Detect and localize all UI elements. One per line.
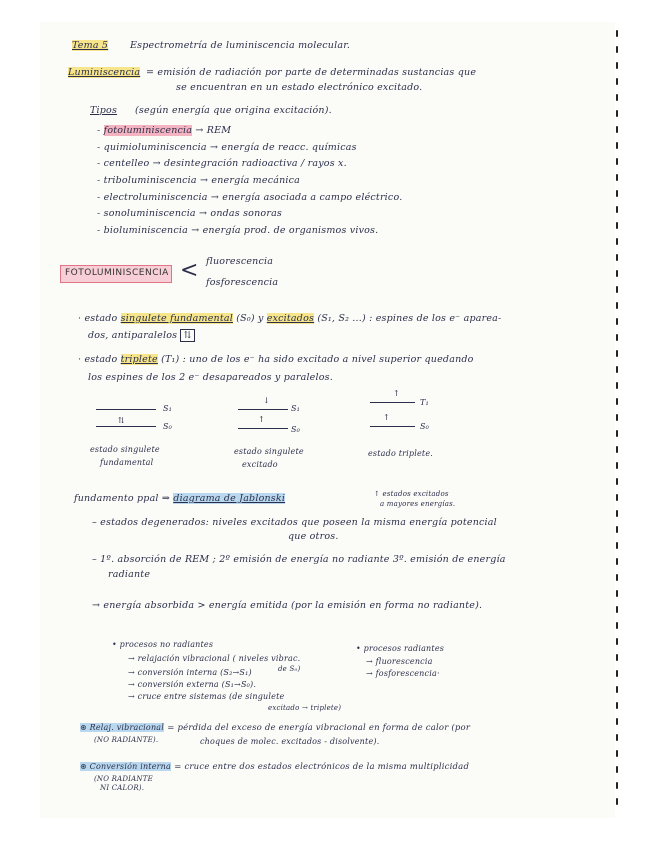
binding-mark <box>616 510 618 517</box>
binding-mark <box>616 222 618 229</box>
level-line <box>238 428 288 429</box>
energia-line: → energía absorbida > energía emitida (por la emisión en forma no radiante). <box>92 600 483 611</box>
binding-mark <box>616 270 618 277</box>
list-item: - bioluminiscencia → energía prod. de organismos vivos. <box>97 225 379 236</box>
list-item: - electroluminiscencia → energía asociada a campo eléctrico. <box>97 192 403 203</box>
binding-mark <box>616 798 618 805</box>
list-item: - quimioluminiscencia → energía de reacc. químicas <box>97 142 357 153</box>
list-item: → cruce entre sistemas (de singulete <box>128 692 285 701</box>
binding-mark <box>616 574 618 581</box>
binding-mark <box>616 94 618 101</box>
binding-mark <box>616 174 618 181</box>
level-line <box>96 409 156 410</box>
diagram-caption: fundamental <box>100 458 154 467</box>
level-line <box>370 402 415 403</box>
binding-mark <box>616 302 618 309</box>
diagram-caption: estado singulete <box>234 447 304 456</box>
list-item: → fosforescencia· <box>366 669 440 678</box>
level-line <box>96 426 156 427</box>
note-relajacion-sub: (NO RADIANTE). <box>94 736 159 744</box>
binding-mark <box>616 110 618 117</box>
brace: < <box>180 258 199 283</box>
binding-mark <box>616 766 618 773</box>
branch-fosforescencia: fosforescencia <box>206 277 279 288</box>
tipos-header-rest: (según energía que origina excitación). <box>135 105 332 116</box>
binding-mark <box>616 638 618 645</box>
list-item: → conversión interna (S₂→S₁) <box>128 668 252 677</box>
def-line2: se encuentran en un estado electrónico excitado. <box>176 82 423 93</box>
def-term: Luminiscencia <box>68 67 141 78</box>
level-label: S₀ <box>163 422 173 431</box>
binding-mark <box>616 654 618 661</box>
def-line1: = emisión de radiación por parte de determinadas sustancias que <box>146 67 477 78</box>
electron-up: ↓ <box>263 396 270 405</box>
binding-mark <box>616 606 618 613</box>
title-text: Espectrometría de luminiscencia molecular. <box>130 40 351 51</box>
list-item: → relajación vibracional ( niveles vibrac. <box>128 654 301 663</box>
binding-mark <box>616 430 618 437</box>
electron-up: ↑ <box>393 389 400 398</box>
binding-mark <box>616 286 618 293</box>
tipos-header: Tipos <box>90 105 118 116</box>
binding-mark <box>616 542 618 549</box>
binding-mark <box>616 686 618 693</box>
binding-mark <box>616 414 618 421</box>
binding-mark <box>616 366 618 373</box>
binding-mark <box>616 718 618 725</box>
note-conversion: ⊛ Conversión interna = cruce entre dos estados electrónicos de la misma multiplicidad <box>80 762 470 772</box>
fotoluminiscencia-box: FOTOLUMINISCENCIA <box>60 265 172 283</box>
note-relajacion: ⊛ Relaj. vibracional = pérdida del exceso de energía vibracional en forma de calor (por <box>80 723 471 733</box>
binding-mark <box>616 782 618 789</box>
binding-mark <box>616 558 618 565</box>
binding-mark <box>616 30 618 37</box>
binding-mark <box>616 734 618 741</box>
electron-pair: ⇅ <box>118 416 125 425</box>
list-item: - centelleo → desintegración radioactiva / rayos x. <box>97 158 347 169</box>
binding-mark <box>616 254 618 261</box>
binding-mark <box>616 206 618 213</box>
note-relajacion-line2: choques de molec. excitados - disolvente). <box>200 737 380 746</box>
jablonski-note: ↑ estados excitados <box>374 490 449 498</box>
binding-mark <box>616 190 618 197</box>
list-item: - triboluminiscencia → energía mecánica <box>97 175 301 186</box>
diagram-caption: excitado <box>242 460 278 469</box>
binding-mark <box>616 526 618 533</box>
binding-mark <box>616 350 618 357</box>
level-line <box>370 426 415 427</box>
level-label: S₀ <box>420 422 430 431</box>
level-line <box>238 409 288 410</box>
binding-mark <box>616 446 618 453</box>
binding-mark <box>616 462 618 469</box>
degenerados-line2: que otros. <box>288 531 339 542</box>
binding-mark <box>616 398 618 405</box>
note-conversion-sub: (NO RADIANTE <box>94 775 153 783</box>
binding-mark <box>616 238 618 245</box>
level-label: S₁ <box>291 404 301 413</box>
electron-down: ↑ <box>258 415 265 424</box>
electron-up: ↑ <box>383 413 390 422</box>
procesos-radiantes-title: • procesos radiantes <box>356 644 445 653</box>
list-item: - sonoluminiscencia → ondas sonoras <box>97 208 283 219</box>
binding-mark <box>616 622 618 629</box>
binding-mark <box>616 62 618 69</box>
diagram-caption: estado triplete. <box>368 449 434 458</box>
jablonski-note: a mayores energías. <box>380 500 456 508</box>
absorcion-line1: – 1º. absorción de REM ; 2º emisión de energía no radiante 3º. emisión de energía <box>92 554 506 565</box>
binding-mark <box>616 318 618 325</box>
binding-mark <box>616 158 618 165</box>
list-item: → fluorescencia <box>366 657 433 666</box>
degenerados-line1: – estados degenerados: niveles excitados que poseen la misma energía potencial <box>92 517 497 528</box>
binding-mark <box>616 142 618 149</box>
binding-mark <box>616 78 618 85</box>
level-label: S₀ <box>291 425 301 434</box>
triplete-line2: los espines de los 2 e⁻ desapareados y paralelos. <box>88 372 333 383</box>
list-item: → conversión externa (S₁→S₀). <box>128 680 257 689</box>
procesos-no-radiantes-title: • procesos no radiantes <box>112 640 214 649</box>
list-item-note: de S₀) <box>278 665 301 673</box>
title-label: Tema 5 <box>72 40 109 51</box>
binding-mark <box>616 478 618 485</box>
level-label: T₁ <box>420 398 429 407</box>
binding-mark <box>616 126 618 133</box>
branch-fluorescencia: fluorescencia <box>206 256 274 267</box>
binding-mark <box>616 750 618 757</box>
list-item: - fotoluminiscencia → REM <box>97 125 232 136</box>
binding-mark <box>616 334 618 341</box>
list-item-note: excitado → triplete) <box>268 704 342 712</box>
note-conversion-sub: NI CALOR). <box>100 784 145 792</box>
jablonski-line: fundamento ppal ⇒ diagrama de Jablonski <box>74 493 286 504</box>
binding-mark <box>616 382 618 389</box>
spiral-binding <box>616 30 619 820</box>
binding-mark <box>616 670 618 677</box>
binding-mark <box>616 46 618 53</box>
estados-line2: dos, antiparalelos ⇅ <box>88 330 195 341</box>
triplete-line1: · estado triplete (T₁) : uno de los e⁻ ha sido excitado a nivel superior quedando <box>78 354 474 365</box>
binding-mark <box>616 590 618 597</box>
absorcion-line2: radiante <box>108 569 151 580</box>
estados-line1: · estado singulete fundamental (S₀) y excitados (S₁, S₂ ...) : espines de los e⁻ aparea- <box>78 313 502 324</box>
diagram-caption: estado singulete <box>90 445 160 454</box>
binding-mark <box>616 494 618 501</box>
level-label: S₁ <box>163 404 173 413</box>
binding-mark <box>616 702 618 709</box>
